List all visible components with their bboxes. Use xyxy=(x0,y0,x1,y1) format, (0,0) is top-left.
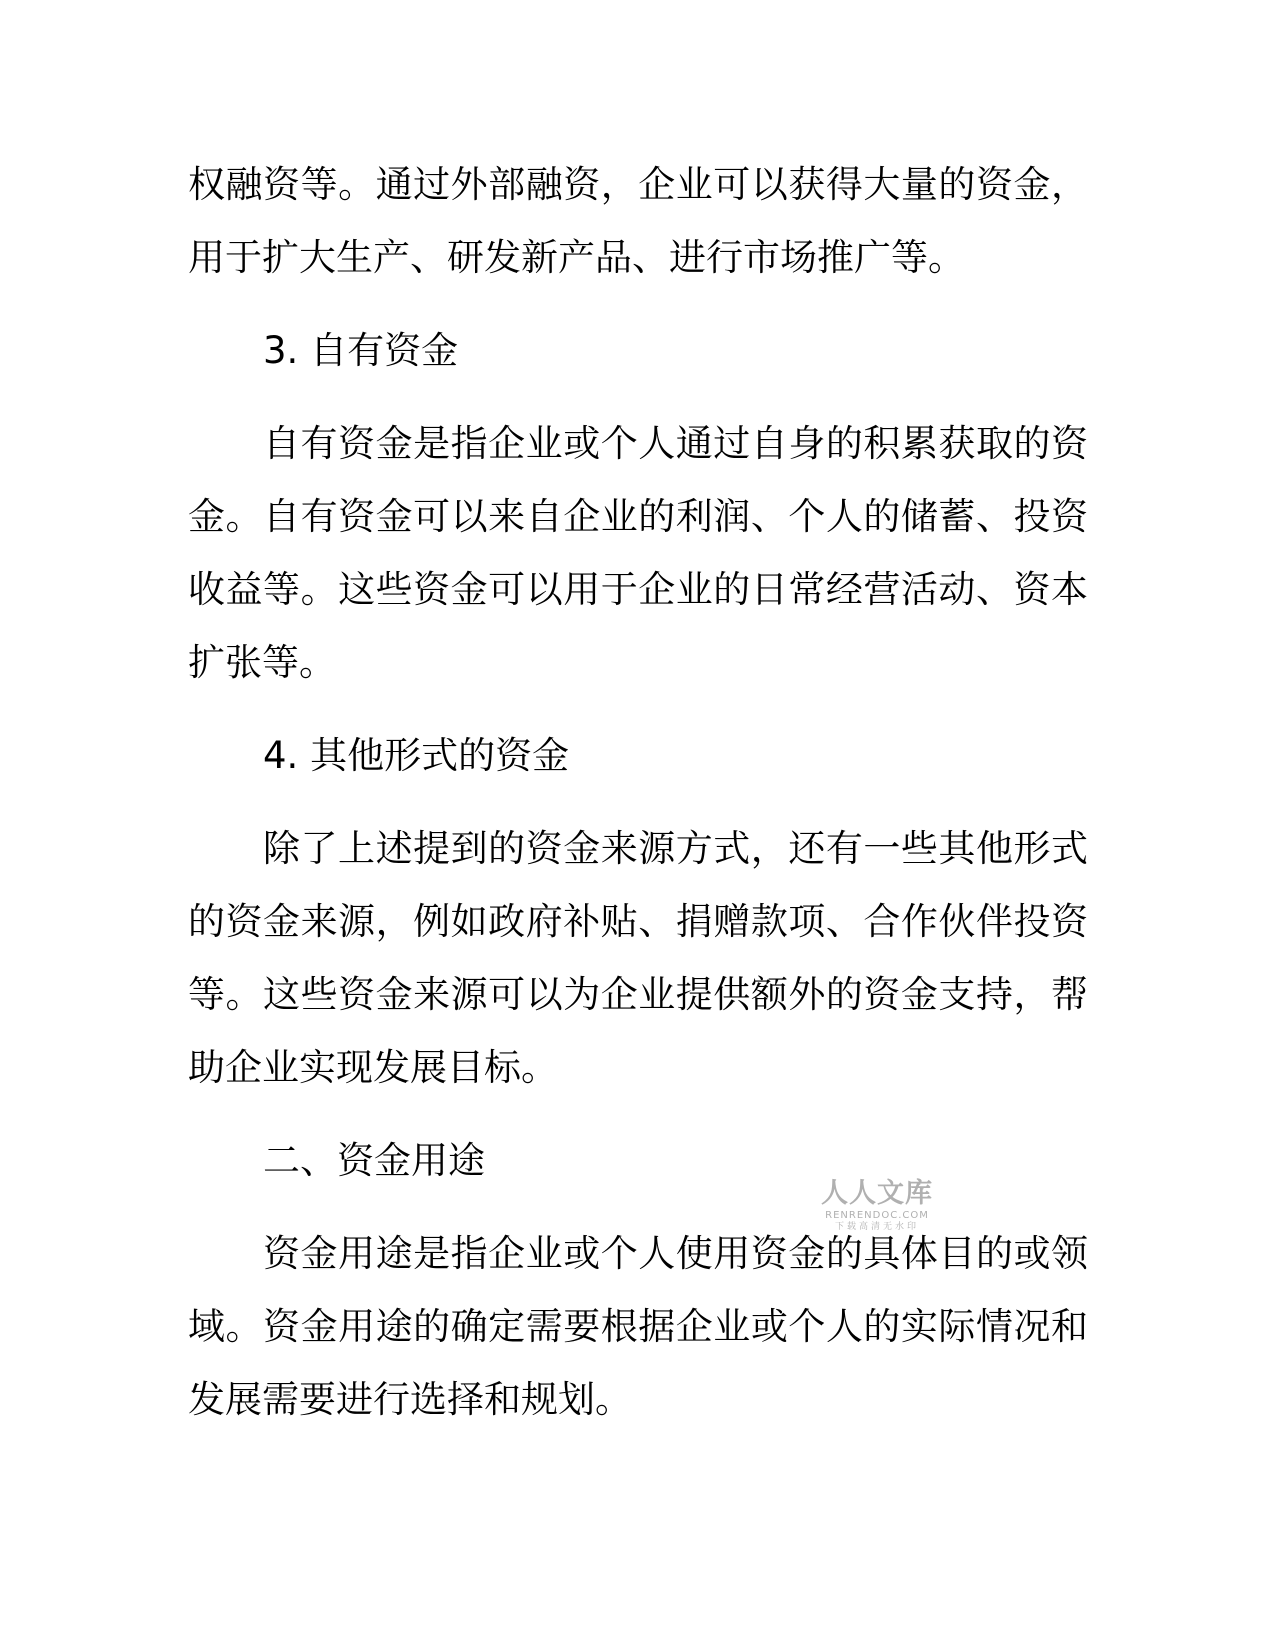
paragraph-fund-usage: 资金用途是指企业或个人使用资金的具体目的或领域。资金用途的确定需要根据企业或个人的实际情况和发展需要进行选择和规划。 xyxy=(188,1232,1088,1421)
heading-other-funds: 4. 其他形式的资金 xyxy=(263,734,570,777)
document-body xyxy=(188,148,1088,1436)
watermark-url-text: RENRENDOC.COM xyxy=(825,1210,929,1221)
watermark-logo xyxy=(812,1180,942,1232)
paragraph-own-funds: 自有资金是指企业或个人通过自身的积累获取的资金。自有资金可以来自企业的利润、个人的储蓄、投资收益等。这些资金可以用于企业的日常经营活动、资本扩张等。 xyxy=(188,422,1088,684)
paragraph-external-financing-continued: 权融资等。通过外部融资，企业可以获得大量的资金，用于扩大生产、研发新产品、进行市场推广等。 xyxy=(188,163,1088,279)
heading-own-funds: 3. 自有资金 xyxy=(263,329,459,372)
watermark-main-text: 人人文库 xyxy=(821,1178,933,1209)
heading-fund-usage: 二、资金用途 xyxy=(263,1139,485,1182)
paragraph-other-funds: 除了上述提到的资金来源方式，还有一些其他形式的资金来源，例如政府补贴、捐赠款项、合作伙伴投资等。这些资金来源可以为企业提供额外的资金支持，帮助企业实现发展目标。 xyxy=(188,827,1088,1089)
watermark-sub-text: 下载高清无水印 xyxy=(834,1222,919,1232)
